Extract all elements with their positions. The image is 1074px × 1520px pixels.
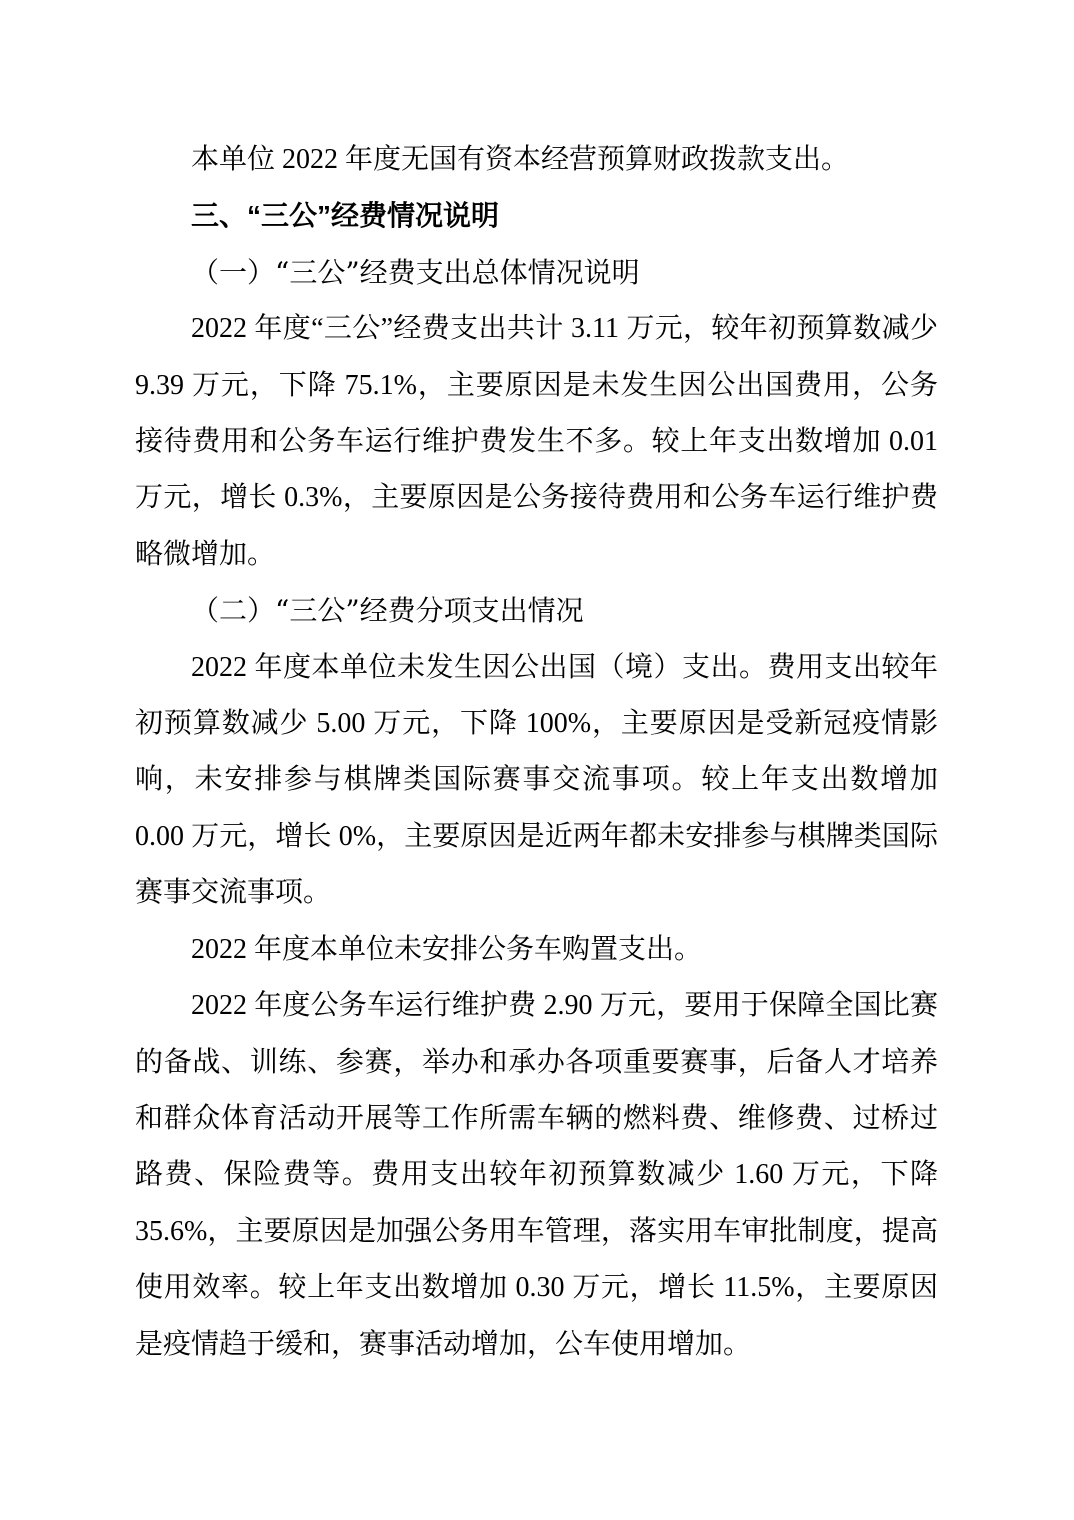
- paragraph-vehicle-purchase: 2022 年度本单位未安排公务车购置支出。: [191, 933, 703, 965]
- paragraph-overseas-trip-expenditure: 2022 年度本单位未发生因公出国（境）支出。费用支出较年初预算数减少 5.00 万元，下降 100%，主要原因是受新冠疫情影响，未安排参与棋牌类国际赛事交流事项。较上年支出数增加 0.00 万元，增长 0%，主要原因是近两年都未安排参与棋牌类国际赛事交流事项。: [135, 651, 938, 909]
- paragraph-no-state-capital-expenditure: 本单位 2022 年度无国有资本经营预算财政拨款支出。: [191, 144, 850, 175]
- paragraph-overall-expenditure-detail: 2022 年度“三公”经费支出共计 3.11 万元，较年初预算数减少 9.39 万元，下降 75.1%，主要原因是未发生因公出国费用，公务接待费用和公务车运行维护费发生不多。较上年支出数增加 0.01 万元，增长 0.3%，主要原因是公务接待费用和公务车运行维护费略微增加。: [135, 313, 938, 570]
- heading-three-public-funds-explanation: 三、“三公”经费情况说明: [191, 200, 500, 232]
- subheading-itemized-expenditure: （二）“三公”经费分项支出情况: [191, 594, 584, 628]
- document-content: [135, 132, 938, 1373]
- subheading-overall-expenditure: （一）“三公”经费支出总体情况说明: [191, 255, 640, 289]
- paragraph-vehicle-maintenance: 2022 年度公务车运行维护费 2.90 万元，要用于保障全国比赛的备战、训练、参赛，举办和承办各项重要赛事，后备人才培养和群众体育活动开展等工作所需车辆的燃料费、维修费、过桥过路费、保险费等。费用支出较年初预算数减少 1.60 万元，下降 35.6%，主要原因是加强公务用车管理，落实用车审批制度，提高使用效率。较上年支出数增加 0.30 万元，增长 11.5%，主要原因是疫情趋于缓和，赛事活动增加，公车使用增加。: [135, 990, 938, 1360]
